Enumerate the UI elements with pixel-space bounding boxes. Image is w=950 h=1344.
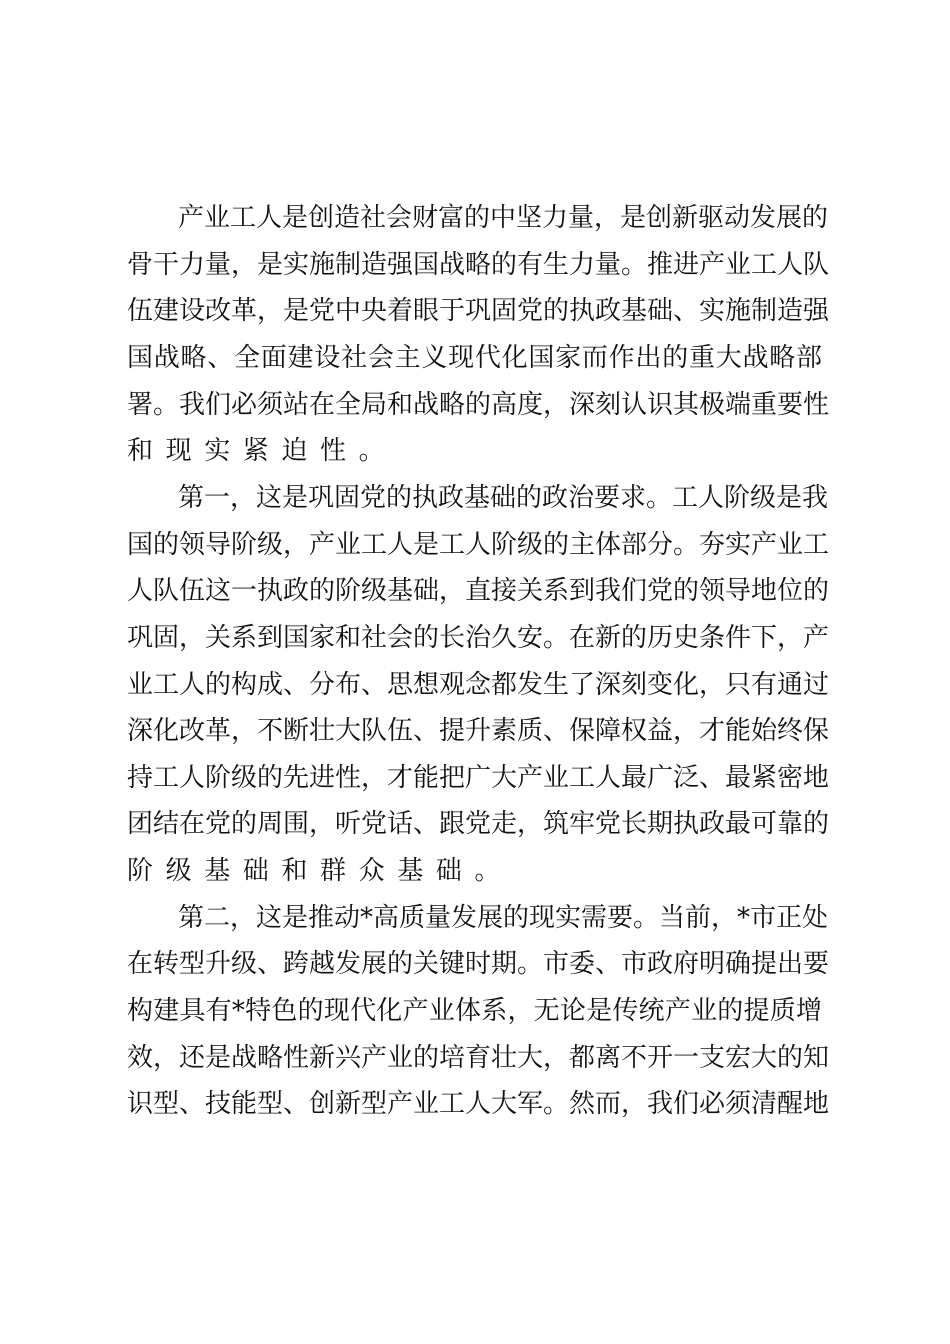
paragraph-2-line: 持工人阶级的先进性，才能把广大产业工人最广泛、最紧密地 xyxy=(127,762,830,793)
paragraph-3-line: 构建具有*特色的现代化产业体系，无论是传统产业的提质增 xyxy=(127,996,822,1027)
paragraph-2-line: 人队伍这一执政的阶级基础，直接关系到我们党的领导地位的 xyxy=(127,576,830,607)
paragraph-1-line: 骨干力量，是实施制造强国战略的有生力量。推进产业工人队 xyxy=(127,249,830,280)
paragraph-2-line: 巩固，关系到国家和社会的长治久安。在新的历史条件下，产 xyxy=(127,622,830,653)
paragraph-2-line: 国的领导阶级，产业工人是工人阶级的主体部分。夯实产业工 xyxy=(127,529,830,560)
paragraph-3-line: 效，还是战略性新兴产业的培育壮大，都离不开一支宏大的知 xyxy=(127,1042,830,1073)
paragraph-1-line: 和现实紧迫性。 xyxy=(127,436,398,467)
paragraph-1-line: 伍建设改革，是党中央着眼于巩固党的执政基础、实施制造强 xyxy=(127,296,830,327)
paragraph-1-line: 产业工人是创造社会财富的中坚力量，是创新驱动发展的 xyxy=(178,203,829,233)
paragraph-2-line: 深化改革，不断壮大队伍、提升素质、保障权益，才能始终保 xyxy=(127,716,830,747)
paragraph-1-line: 署。我们必须站在全局和战略的高度，深刻认识其极端重要性 xyxy=(127,389,830,420)
paragraph-2-line: 团结在党的周围，听党话、跟党走，筑牢党长期执政最可靠的 xyxy=(127,809,830,840)
paragraph-2-line: 第一，这是巩固党的执政基础的政治要求。工人阶级是我 xyxy=(178,482,829,513)
paragraph-1-line: 国战略、全面建设社会主义现代化国家而作出的重大战略部 xyxy=(127,342,822,373)
paragraph-2-line: 业工人的构成、分布、思想观念都发生了深刻变化，只有通过 xyxy=(127,669,830,700)
paragraph-3-line: 识型、技能型、创新型产业工人大军。然而，我们必须清醒地 xyxy=(127,1089,830,1120)
paragraph-3-line: 在转型升级、跨越发展的关键时期。市委、市政府明确提出要 xyxy=(127,949,830,980)
paragraph-2-line: 阶级基础和群众基础。 xyxy=(127,856,514,887)
paragraph-3-line: 第二，这是推动*高质量发展的现实需要。当前，*市正处 xyxy=(178,902,829,933)
